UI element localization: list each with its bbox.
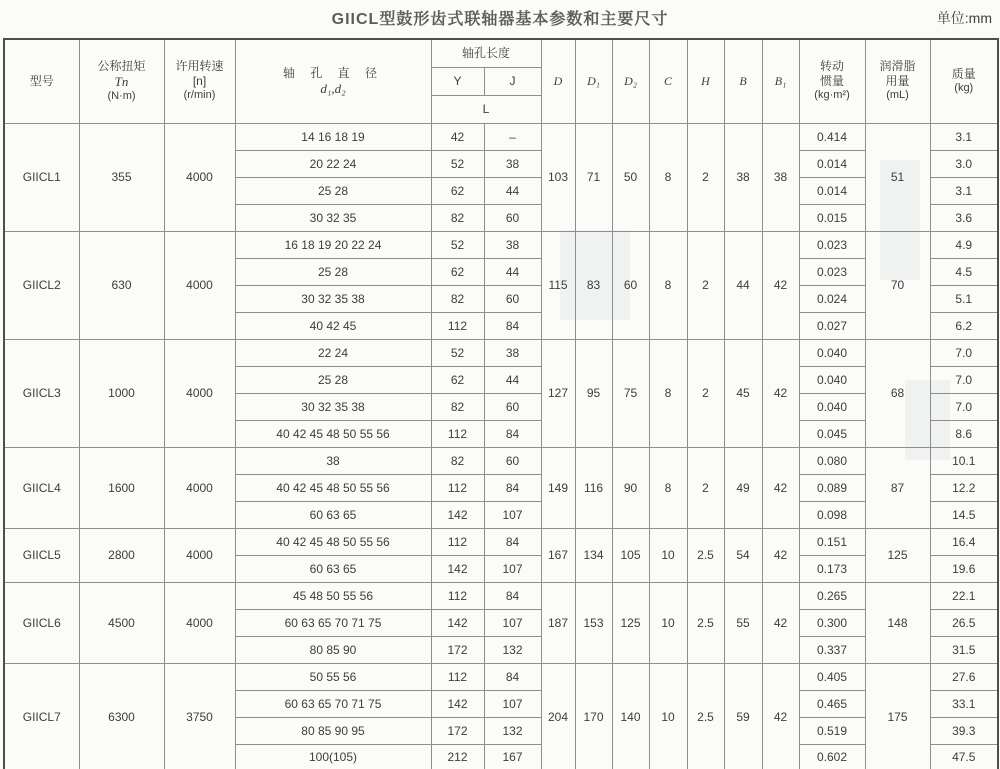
B1-cell: 42 (762, 582, 799, 663)
header-D: D (541, 39, 575, 123)
bore-diameters-cell: 25 28 (235, 366, 431, 393)
torque-cell: 355 (79, 123, 164, 231)
length-Y-cell: 62 (431, 258, 484, 285)
header-speed-line1: 许用转速 (175, 59, 224, 74)
D-cell: 167 (541, 528, 575, 582)
bore-diameters-cell: 40 42 45 48 50 55 56 (235, 474, 431, 501)
mass-cell: 19.6 (930, 555, 998, 582)
length-J-cell: 38 (484, 150, 541, 177)
bore-diameters-cell: 30 32 35 38 (235, 393, 431, 420)
header-torque-line1: 公称扭矩 (97, 58, 146, 73)
speed-cell: 4000 (164, 231, 235, 339)
D-cell: 204 (541, 663, 575, 769)
length-J-cell: 38 (484, 231, 541, 258)
model-cell: GIICL4 (4, 447, 79, 528)
header-grease-line1: 润滑脂 (879, 59, 916, 74)
table-header (4, 39, 998, 123)
D1-cell: 83 (575, 231, 612, 339)
mass-cell: 4.9 (930, 231, 998, 258)
B1-cell: 38 (762, 123, 799, 231)
bore-diameters-cell: 25 28 (235, 177, 431, 204)
length-J-cell: – (484, 123, 541, 150)
coupling-parameters-table (3, 38, 999, 769)
model-cell: GIICL3 (4, 339, 79, 447)
speed-cell: 3750 (164, 663, 235, 769)
C-cell: 8 (649, 123, 687, 231)
B1-cell: 42 (762, 663, 799, 769)
length-J-cell: 107 (484, 609, 541, 636)
header-bore-symbol: d₁,d₂ (320, 80, 346, 96)
mass-cell: 12.2 (930, 474, 998, 501)
length-Y-cell: 42 (431, 123, 484, 150)
mass-cell: 47.5 (930, 744, 998, 769)
length-Y-cell: 142 (431, 555, 484, 582)
D-cell: 149 (541, 447, 575, 528)
header-B: B (724, 39, 762, 123)
mass-cell: 14.5 (930, 501, 998, 528)
D1-cell: 170 (575, 663, 612, 769)
bore-diameters-cell: 45 48 50 55 56 (235, 582, 431, 609)
header-grease-unit: (mL) (886, 89, 909, 102)
H-cell: 2 (687, 339, 724, 447)
header-bore-length: 轴孔长度 (431, 39, 541, 67)
table-row (4, 582, 998, 609)
inertia-cell: 0.080 (799, 447, 865, 474)
length-Y-cell: 112 (431, 663, 484, 690)
speed-cell: 4000 (164, 582, 235, 663)
header-torque-symbol: Tn (114, 73, 129, 89)
header-speed-symbol: [n] (192, 74, 207, 89)
torque-cell: 4500 (79, 582, 164, 663)
bore-diameters-cell: 16 18 19 20 22 24 (235, 231, 431, 258)
header-inertia-unit: (kg·m²) (814, 89, 850, 102)
length-Y-cell: 142 (431, 609, 484, 636)
B-cell: 59 (724, 663, 762, 769)
inertia-cell: 0.014 (799, 150, 865, 177)
page-title: GIICL型鼓形齿式联轴器基本参数和主要尺寸 (331, 11, 669, 28)
inertia-cell: 0.465 (799, 690, 865, 717)
mass-cell: 6.2 (930, 312, 998, 339)
header-model (4, 39, 79, 123)
length-Y-cell: 172 (431, 717, 484, 744)
bore-diameters-cell: 40 42 45 48 50 55 56 (235, 420, 431, 447)
length-J-cell: 132 (484, 717, 541, 744)
length-J-cell: 44 (484, 366, 541, 393)
length-J-cell: 107 (484, 501, 541, 528)
table-row (4, 231, 998, 258)
header-D2: D₂ (612, 39, 649, 123)
length-J-cell: 44 (484, 177, 541, 204)
D2-cell: 105 (612, 528, 649, 582)
inertia-cell: 0.024 (799, 285, 865, 312)
length-J-cell: 84 (484, 528, 541, 555)
bore-diameters-cell: 60 63 65 (235, 501, 431, 528)
length-J-cell: 44 (484, 258, 541, 285)
B-cell: 49 (724, 447, 762, 528)
header-mass-unit: (kg) (954, 81, 974, 94)
length-Y-cell: 112 (431, 474, 484, 501)
B-cell: 45 (724, 339, 762, 447)
torque-cell: 630 (79, 231, 164, 339)
length-J-cell: 84 (484, 474, 541, 501)
model-cell: GIICL6 (4, 582, 79, 663)
B-cell: 38 (724, 123, 762, 231)
B-cell: 44 (724, 231, 762, 339)
D2-cell: 75 (612, 339, 649, 447)
grease-cell: 68 (865, 339, 930, 447)
title-bar (0, 6, 1000, 30)
length-J-cell: 60 (484, 285, 541, 312)
header-grease-line2: 用量 (885, 74, 910, 89)
header-torque-unit: (N·m) (107, 90, 136, 102)
header-J: J (484, 67, 541, 95)
D1-cell: 153 (575, 582, 612, 663)
table-row (4, 339, 998, 366)
table-body (4, 123, 998, 769)
inertia-cell: 0.173 (799, 555, 865, 582)
inertia-cell: 0.414 (799, 123, 865, 150)
mass-cell: 3.1 (930, 123, 998, 150)
length-Y-cell: 52 (431, 231, 484, 258)
mass-cell: 39.3 (930, 717, 998, 744)
bore-diameters-cell: 60 63 65 (235, 555, 431, 582)
C-cell: 10 (649, 663, 687, 769)
length-Y-cell: 172 (431, 636, 484, 663)
grease-cell: 125 (865, 528, 930, 582)
header-C: C (649, 39, 687, 123)
speed-cell: 4000 (164, 528, 235, 582)
inertia-cell: 0.014 (799, 177, 865, 204)
length-Y-cell: 82 (431, 393, 484, 420)
mass-cell: 7.0 (930, 339, 998, 366)
H-cell: 2.5 (687, 528, 724, 582)
H-cell: 2 (687, 231, 724, 339)
grease-cell: 51 (865, 123, 930, 231)
inertia-cell: 0.337 (799, 636, 865, 663)
H-cell: 2.5 (687, 582, 724, 663)
header-speed (164, 39, 235, 123)
inertia-cell: 0.027 (799, 312, 865, 339)
bore-diameters-cell: 60 63 65 70 71 75 (235, 690, 431, 717)
C-cell: 10 (649, 528, 687, 582)
mass-cell: 7.0 (930, 366, 998, 393)
length-J-cell: 60 (484, 447, 541, 474)
header-mass-line1: 质量 (951, 66, 976, 81)
header-B1: B₁ (762, 39, 799, 123)
length-J-cell: 132 (484, 636, 541, 663)
header-bore-diameter (235, 39, 431, 123)
H-cell: 2 (687, 123, 724, 231)
bore-diameters-cell: 14 16 18 19 (235, 123, 431, 150)
D-cell: 187 (541, 582, 575, 663)
inertia-cell: 0.405 (799, 663, 865, 690)
length-Y-cell: 112 (431, 528, 484, 555)
bore-diameters-cell: 100(105) (235, 744, 431, 769)
length-J-cell: 60 (484, 204, 541, 231)
model-cell: GIICL1 (4, 123, 79, 231)
bore-diameters-cell: 60 63 65 70 71 75 (235, 609, 431, 636)
inertia-cell: 0.098 (799, 501, 865, 528)
header-mass (930, 39, 998, 123)
bore-diameters-cell: 25 28 (235, 258, 431, 285)
inertia-cell: 0.300 (799, 609, 865, 636)
length-J-cell: 167 (484, 744, 541, 769)
D2-cell: 90 (612, 447, 649, 528)
torque-cell: 1600 (79, 447, 164, 528)
mass-cell: 33.1 (930, 690, 998, 717)
mass-cell: 16.4 (930, 528, 998, 555)
bore-diameters-cell: 20 22 24 (235, 150, 431, 177)
B-cell: 54 (724, 528, 762, 582)
grease-cell: 87 (865, 447, 930, 528)
grease-cell: 70 (865, 231, 930, 339)
header-L: L (431, 95, 541, 123)
bore-diameters-cell: 38 (235, 447, 431, 474)
inertia-cell: 0.040 (799, 366, 865, 393)
D2-cell: 140 (612, 663, 649, 769)
torque-cell: 1000 (79, 339, 164, 447)
grease-cell: 175 (865, 663, 930, 769)
header-torque (79, 39, 164, 123)
inertia-cell: 0.151 (799, 528, 865, 555)
speed-cell: 4000 (164, 447, 235, 528)
mass-cell: 26.5 (930, 609, 998, 636)
length-J-cell: 84 (484, 582, 541, 609)
mass-cell: 10.1 (930, 447, 998, 474)
mass-cell: 5.1 (930, 285, 998, 312)
length-Y-cell: 62 (431, 177, 484, 204)
mass-cell: 27.6 (930, 663, 998, 690)
B-cell: 55 (724, 582, 762, 663)
length-J-cell: 84 (484, 420, 541, 447)
inertia-cell: 0.089 (799, 474, 865, 501)
length-J-cell: 107 (484, 555, 541, 582)
length-Y-cell: 112 (431, 420, 484, 447)
length-Y-cell: 142 (431, 501, 484, 528)
bore-diameters-cell: 30 32 35 (235, 204, 431, 231)
D-cell: 115 (541, 231, 575, 339)
D1-cell: 116 (575, 447, 612, 528)
mass-cell: 31.5 (930, 636, 998, 663)
mass-cell: 3.0 (930, 150, 998, 177)
header-H: H (687, 39, 724, 123)
H-cell: 2.5 (687, 663, 724, 769)
inertia-cell: 0.015 (799, 204, 865, 231)
table-row (4, 447, 998, 474)
bore-diameters-cell: 40 42 45 (235, 312, 431, 339)
torque-cell: 6300 (79, 663, 164, 769)
inertia-cell: 0.023 (799, 231, 865, 258)
C-cell: 8 (649, 339, 687, 447)
B1-cell: 42 (762, 231, 799, 339)
inertia-cell: 0.602 (799, 744, 865, 769)
model-cell: GIICL2 (4, 231, 79, 339)
D1-cell: 71 (575, 123, 612, 231)
length-Y-cell: 82 (431, 204, 484, 231)
speed-cell: 4000 (164, 123, 235, 231)
length-J-cell: 84 (484, 663, 541, 690)
torque-cell: 2800 (79, 528, 164, 582)
mass-cell: 8.6 (930, 420, 998, 447)
mass-cell: 22.1 (930, 582, 998, 609)
inertia-cell: 0.040 (799, 393, 865, 420)
grease-cell: 148 (865, 582, 930, 663)
header-bore-line1: 轴 孔 直 径 (282, 65, 383, 80)
bore-diameters-cell: 40 42 45 48 50 55 56 (235, 528, 431, 555)
B1-cell: 42 (762, 528, 799, 582)
table-row (4, 528, 998, 555)
bore-diameters-cell: 22 24 (235, 339, 431, 366)
mass-cell: 3.6 (930, 204, 998, 231)
table-row (4, 663, 998, 690)
B1-cell: 42 (762, 447, 799, 528)
C-cell: 10 (649, 582, 687, 663)
header-speed-unit: (r/min) (183, 89, 216, 102)
inertia-cell: 0.040 (799, 339, 865, 366)
bore-diameters-cell: 30 32 35 38 (235, 285, 431, 312)
length-J-cell: 60 (484, 393, 541, 420)
length-Y-cell: 82 (431, 285, 484, 312)
C-cell: 8 (649, 231, 687, 339)
header-model-label: 型号 (29, 73, 54, 88)
D1-cell: 134 (575, 528, 612, 582)
length-Y-cell: 52 (431, 339, 484, 366)
C-cell: 8 (649, 447, 687, 528)
length-J-cell: 38 (484, 339, 541, 366)
D1-cell: 95 (575, 339, 612, 447)
inertia-cell: 0.519 (799, 717, 865, 744)
length-Y-cell: 142 (431, 690, 484, 717)
header-Y: Y (431, 67, 484, 95)
header-D1: D₁ (575, 39, 612, 123)
B1-cell: 42 (762, 339, 799, 447)
length-J-cell: 107 (484, 690, 541, 717)
length-Y-cell: 212 (431, 744, 484, 769)
length-Y-cell: 52 (431, 150, 484, 177)
D2-cell: 125 (612, 582, 649, 663)
length-Y-cell: 62 (431, 366, 484, 393)
mass-cell: 4.5 (930, 258, 998, 285)
D-cell: 103 (541, 123, 575, 231)
header-inertia-line1: 转动 (820, 59, 845, 74)
mass-cell: 7.0 (930, 393, 998, 420)
bore-diameters-cell: 80 85 90 95 (235, 717, 431, 744)
length-J-cell: 84 (484, 312, 541, 339)
H-cell: 2 (687, 447, 724, 528)
model-cell: GIICL5 (4, 528, 79, 582)
inertia-cell: 0.045 (799, 420, 865, 447)
length-Y-cell: 82 (431, 447, 484, 474)
D2-cell: 50 (612, 123, 649, 231)
length-Y-cell: 112 (431, 312, 484, 339)
unit-label: 单位:mm (936, 10, 992, 26)
table-row (4, 123, 998, 150)
model-cell: GIICL7 (4, 663, 79, 769)
header-row-1 (4, 39, 998, 67)
mass-cell: 3.1 (930, 177, 998, 204)
header-grease (865, 39, 930, 123)
inertia-cell: 0.265 (799, 582, 865, 609)
speed-cell: 4000 (164, 339, 235, 447)
header-inertia (799, 39, 865, 123)
inertia-cell: 0.023 (799, 258, 865, 285)
length-Y-cell: 112 (431, 582, 484, 609)
header-inertia-line2: 惯量 (820, 74, 845, 89)
D2-cell: 60 (612, 231, 649, 339)
bore-diameters-cell: 80 85 90 (235, 636, 431, 663)
D-cell: 127 (541, 339, 575, 447)
bore-diameters-cell: 50 55 56 (235, 663, 431, 690)
